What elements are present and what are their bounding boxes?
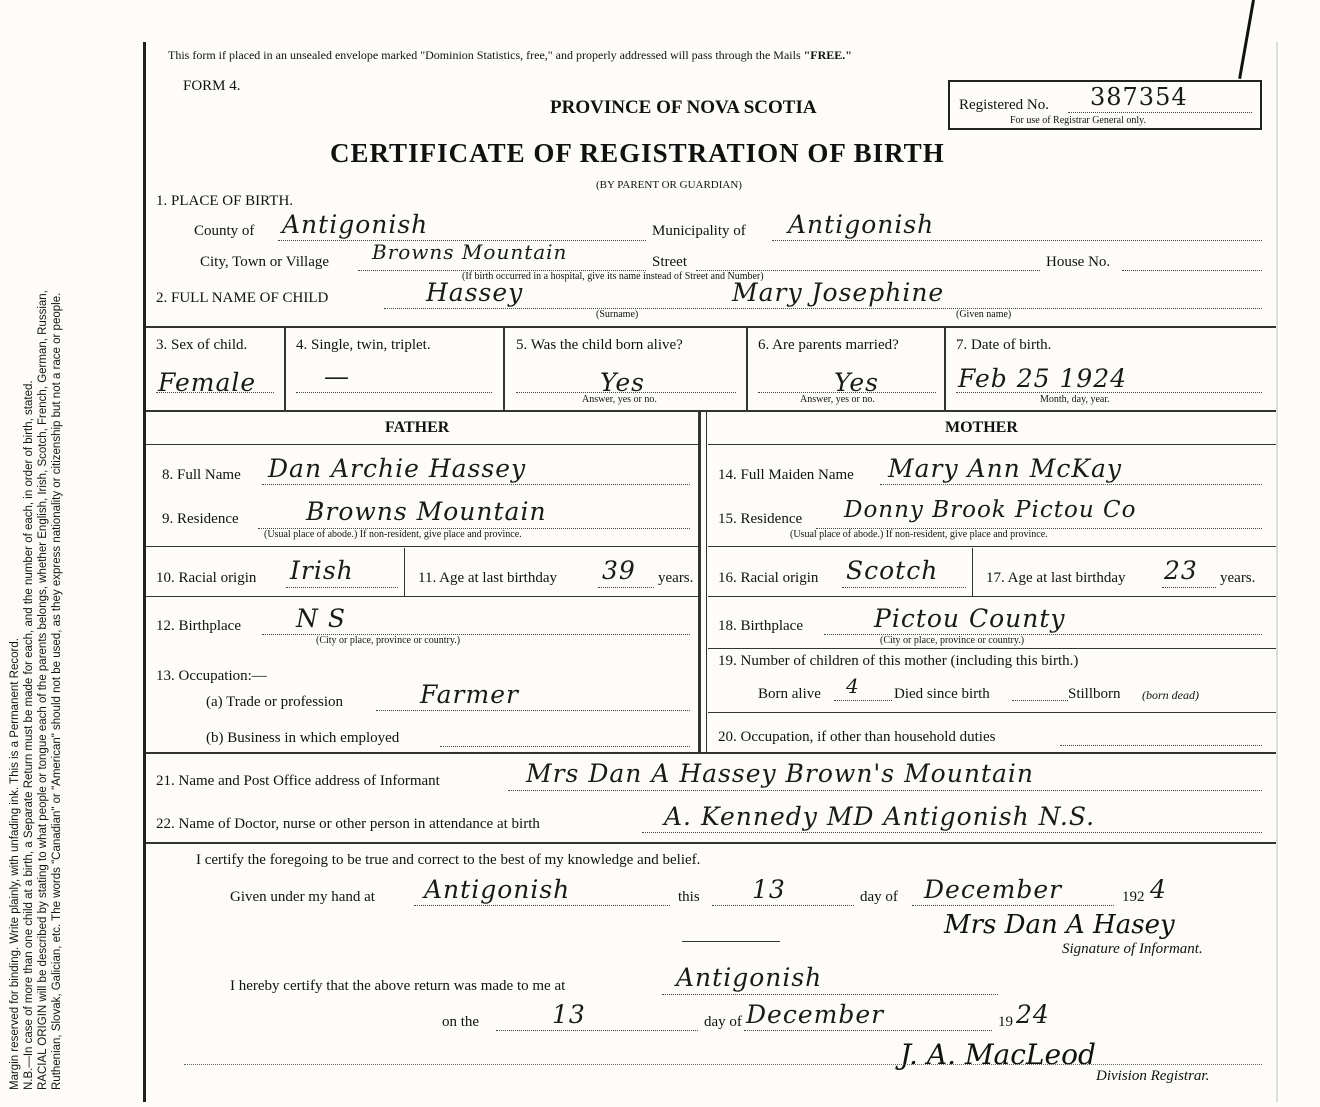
given-month: December: [924, 875, 1063, 904]
registrar-signature: J. A. MacLeod: [900, 1038, 1096, 1071]
mother-age-label: 17. Age at last birthday: [986, 570, 1126, 586]
margin-notes: [8, 30, 64, 1090]
mail-notice-free: "FREE.": [803, 48, 852, 62]
father-occupation-label: 13. Occupation:—: [156, 668, 267, 684]
business-label: (b) Business in which employed: [206, 730, 400, 746]
father-heading-rule: [146, 444, 698, 445]
parents-divider-d: [706, 668, 707, 752]
surname-note: (Surname): [596, 309, 639, 320]
father-rule-3: [146, 596, 698, 597]
mother-age-value: 23: [1164, 556, 1198, 585]
father-name-label: 8. Full Name: [162, 467, 241, 483]
on-the-label: on the: [442, 1014, 480, 1030]
margin-note-2: N.B.—In case of more than one child at a birth, a Separate Return must be made for each, and the number of each, in order of birth, stated.: [23, 380, 35, 1090]
stillborn-note: (born dead): [1142, 688, 1199, 702]
mother-racial-value: Scotch: [846, 556, 939, 585]
children-label: 19. Number of children of this mother (including this birth.): [718, 653, 1079, 669]
divider-1: [146, 326, 1276, 328]
form-number: FORM 4.: [183, 78, 241, 94]
given-label: Given under my hand at: [230, 889, 375, 905]
form-border-left: [143, 42, 146, 1102]
divider-v2: [503, 328, 505, 410]
father-name-value: Dan Archie Hassey: [268, 454, 527, 483]
plurality-label: 4. Single, twin, triplet.: [296, 337, 431, 353]
short-rule: [682, 941, 780, 942]
mother-residence-note: (Usual place of abode.) If non-resident, give place and province.: [790, 529, 1048, 540]
place-of-birth-label: 1. PLACE OF BIRTH.: [156, 193, 294, 209]
child-surname: Hassey: [426, 278, 524, 307]
divider-3: [146, 752, 1276, 754]
mother-age-unit: years.: [1220, 570, 1256, 586]
parents-divider-b: [706, 412, 707, 668]
certificate-title: CERTIFICATE OF REGISTRATION OF BIRTH: [330, 138, 945, 168]
form-border-right: [1276, 42, 1278, 1102]
certify-text: I certify the foregoing to be true and correct to the best of my knowledge and belief.: [196, 852, 701, 868]
parents-divider-c: [698, 668, 701, 752]
married-note: Answer, yes or no.: [800, 394, 875, 405]
hospital-note: (If birth occurred in a hospital, give its name instead of Street and Number): [462, 271, 764, 282]
divider-v1: [284, 328, 286, 410]
informant-label: 21. Name and Post Office address of Informant: [156, 773, 440, 789]
mother-birthplace-note: (City or place, province or country.): [880, 635, 1025, 646]
given-year-digit: 4: [1150, 875, 1167, 904]
father-racial-value: Irish: [290, 556, 354, 585]
registered-box: [948, 80, 1262, 130]
given-year-prefix: 192: [1122, 889, 1145, 905]
father-birthplace-value: N S: [296, 604, 346, 633]
city-label: City, Town or Village: [200, 254, 330, 270]
margin-note-4: Ruthenian, Slovak, Galician, etc. The words "Canadian" or "American" should not be used, as they express nationality or citizenship but not a race or people.: [51, 292, 63, 1090]
born-alive-count-label: Born alive: [758, 686, 821, 702]
sex-value: Female: [158, 368, 257, 397]
born-alive-value: Yes: [600, 368, 645, 397]
mother-racial-label: 16. Racial origin: [718, 570, 819, 586]
this-label: this: [678, 889, 700, 905]
pen-mark: [1238, 0, 1255, 79]
father-rule-2: [146, 546, 698, 547]
certificate-subtitle: (BY PARENT OR GUARDIAN): [596, 179, 742, 191]
mother-racial-divider: [972, 548, 973, 596]
registered-label: Registered No.: [959, 97, 1049, 113]
divider-v4: [944, 328, 946, 410]
given-place: Antigonish: [424, 875, 571, 904]
municipality-value: Antigonish: [788, 210, 935, 239]
trade-value: Farmer: [420, 680, 519, 709]
mother-rule-5: [708, 712, 1276, 713]
parents-divider-a: [698, 412, 701, 668]
born-alive-label: 5. Was the child born alive?: [516, 337, 683, 353]
city-value: Browns Mountain: [372, 240, 568, 264]
child-name-label: 2. FULL NAME OF CHILD: [156, 290, 329, 306]
married-label: 6. Are parents married?: [758, 337, 899, 353]
street-label: Street: [652, 254, 687, 270]
mother-name-label: 14. Full Maiden Name: [718, 467, 854, 483]
province-heading: PROVINCE OF NOVA SCOTIA: [550, 97, 817, 118]
mother-rule-2: [708, 546, 1276, 547]
died-since-birth-label: Died since birth: [894, 686, 990, 702]
father-age-value: 39: [602, 556, 636, 585]
mother-rule-3: [708, 596, 1276, 597]
given-name-note: (Given name): [956, 309, 1012, 320]
margin-note-3: RACIAL ORIGIN will be described by stating to what people or tongue each of the parents belongs, whether English, Irish, Scotch, French, German, Russian,: [37, 290, 49, 1090]
registrar-day: 13: [552, 1000, 586, 1029]
registrar-day-of-label: day of: [704, 1014, 742, 1030]
informant-value: Mrs Dan A Hassey Brown's Mountain: [526, 759, 1034, 788]
registrar-year-prefix: 19: [998, 1014, 1013, 1030]
born-alive-note: Answer, yes or no.: [582, 394, 657, 405]
registered-note: For use of Registrar General only.: [1010, 115, 1146, 126]
child-given-name: Mary Josephine: [732, 278, 945, 307]
dob-value: Feb 25 1924: [958, 364, 1128, 393]
father-racial-divider: [404, 548, 405, 596]
registrar-month: December: [746, 1000, 885, 1029]
mother-heading: MOTHER: [945, 419, 1018, 436]
doctor-label: 22. Name of Doctor, nurse or other person in attendance at birth: [156, 816, 540, 832]
divider-4: [146, 842, 1276, 844]
father-racial-label: 10. Racial origin: [156, 570, 257, 586]
registrar-place: Antigonish: [676, 963, 823, 992]
dob-note: Month, day, year.: [1040, 394, 1110, 405]
divider-2: [146, 410, 1276, 412]
divider-v3: [746, 328, 748, 410]
mother-birthplace-value: Pictou County: [874, 604, 1066, 633]
mother-rule-4: [708, 648, 1276, 649]
house-label: House No.: [1046, 254, 1111, 270]
informant-signature-label: Signature of Informant.: [1062, 941, 1203, 957]
father-age-unit: years.: [658, 570, 694, 586]
mother-heading-rule: [708, 444, 1276, 445]
registrar-label: Division Registrar.: [1096, 1068, 1210, 1084]
informant-signature: Mrs Dan A Hasey: [944, 910, 1175, 940]
mail-notice-text: This form if placed in an unsealed envelope marked "Dominion Statistics, free," and properly addressed will pass through the Mails: [168, 48, 801, 62]
dob-label: 7. Date of birth.: [956, 337, 1052, 353]
married-value: Yes: [834, 368, 879, 397]
registrar-text: I hereby certify that the above return was made to me at: [230, 978, 566, 994]
registrar-rule: [184, 1064, 1262, 1065]
registrar-year-suffix: 24: [1016, 1000, 1050, 1029]
trade-label: (a) Trade or profession: [206, 694, 344, 710]
father-residence-value: Browns Mountain: [306, 497, 547, 526]
stillborn-label: Stillborn: [1068, 686, 1121, 702]
father-heading: FATHER: [385, 419, 450, 436]
father-residence-note: (Usual place of abode.) If non-resident, give place and province.: [264, 529, 522, 540]
registered-number: 387354: [1090, 83, 1188, 111]
sex-label: 3. Sex of child.: [156, 337, 248, 353]
county-label: County of: [194, 223, 255, 239]
mother-residence-value: Donny Brook Pictou Co: [844, 497, 1137, 523]
mother-residence-label: 15. Residence: [718, 511, 803, 527]
father-residence-label: 9. Residence: [162, 511, 239, 527]
county-value: Antigonish: [282, 210, 429, 239]
mail-notice: [168, 48, 852, 63]
given-day-of-label: day of: [860, 889, 898, 905]
margin-note-1: Margin reserved for binding. Write plainly, with unfading ink. This is a Permanent Record.: [9, 638, 21, 1090]
doctor-value: A. Kennedy MD Antigonish N.S.: [664, 802, 1096, 831]
given-day: 13: [752, 875, 786, 904]
born-alive-count-value: 4: [846, 674, 860, 698]
municipality-label: Municipality of: [652, 223, 746, 239]
plurality-value: —: [324, 362, 350, 391]
father-birthplace-label: 12. Birthplace: [156, 618, 241, 634]
father-age-label: 11. Age at last birthday: [418, 570, 557, 586]
father-birthplace-note: (City or place, province or country.): [316, 635, 461, 646]
mother-name-value: Mary Ann McKay: [888, 454, 1123, 483]
mother-occupation-label: 20. Occupation, if other than household duties: [718, 729, 996, 745]
mother-birthplace-label: 18. Birthplace: [718, 618, 803, 634]
